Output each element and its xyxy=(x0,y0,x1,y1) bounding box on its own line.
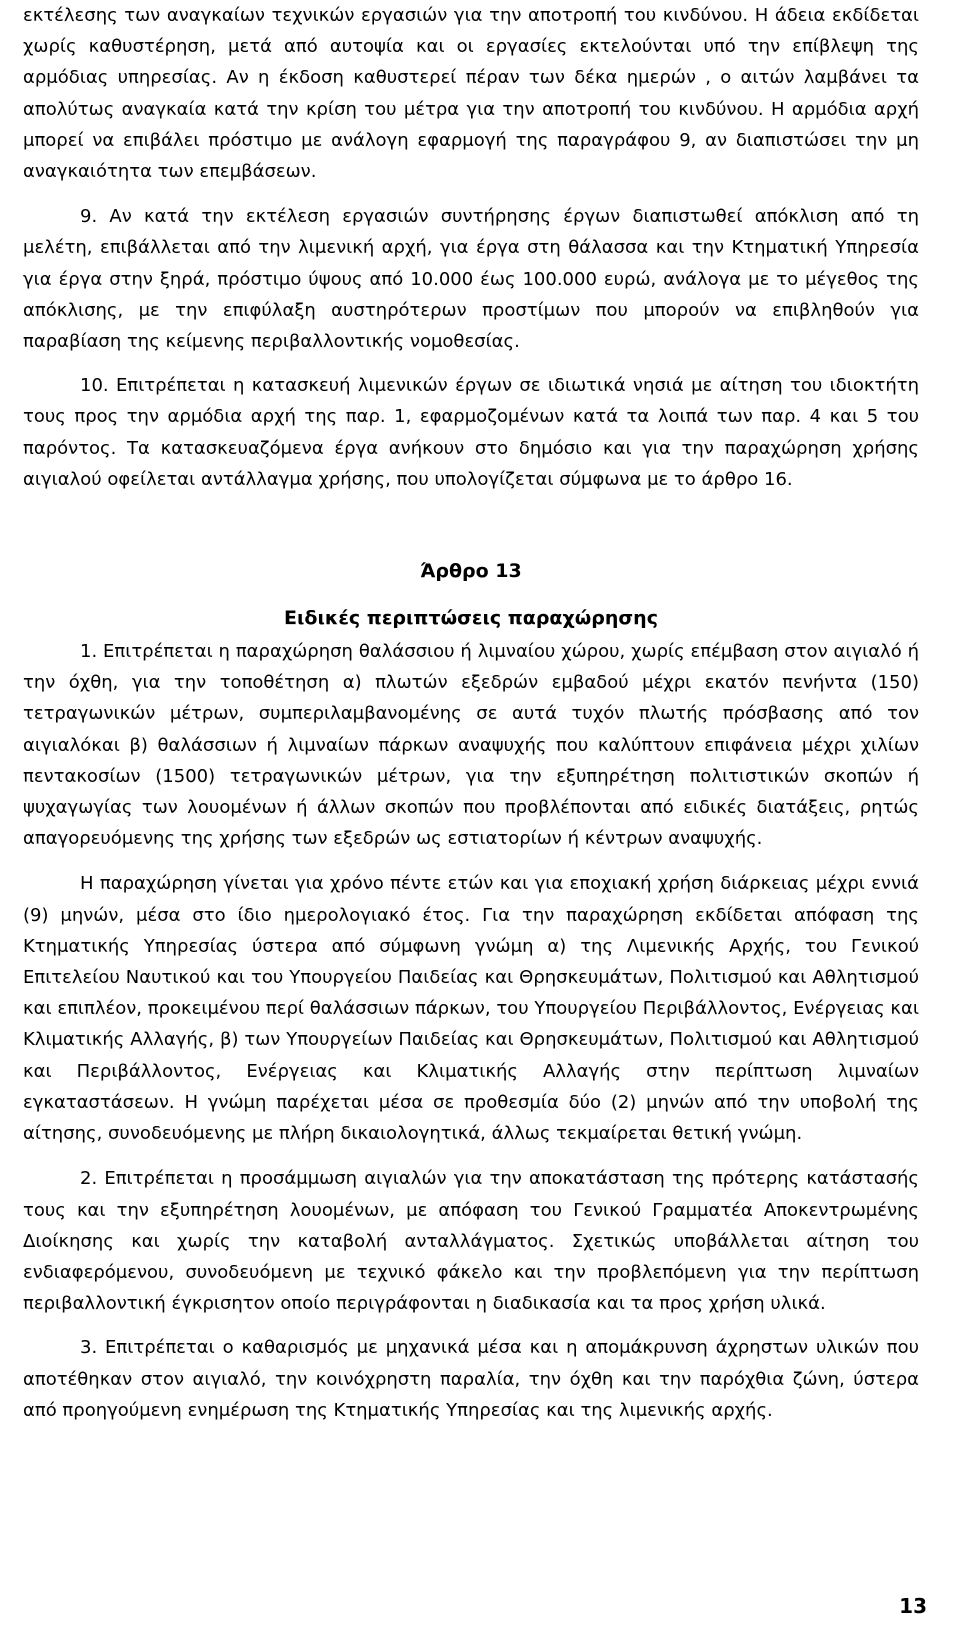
paragraph-9: 9. Αν κατά την εκτέλεση εργασιών συντήρησης έργων διαπιστωθεί απόκλιση από τη μελέτη, επιβάλλεται από την λιμενική αρχή, για έργα στη θάλασσα και την Κτηματική Υπηρεσία για έργα στην ξηρά, πρόστιμο ύψους από 10.000 έως 100.000 ευρώ, ανάλογα με το μέγεθος της απόκλισης, με την επιφύλαξη αυστηρότερων προστίμων που μπορούν να επιβληθούν για παραβίαση της κείμενης περιβαλλοντικής νομοθεσίας. xyxy=(23,206,919,353)
article-heading xyxy=(23,557,919,632)
document-page xyxy=(23,0,919,1426)
article-title: Ειδικές περιπτώσεις παραχώρησης xyxy=(284,607,658,630)
article-number: Άρθρο 13 xyxy=(420,560,522,583)
article-paragraph-1: 1. Επιτρέπεται η παραχώρηση θαλάσσιου ή λιμναίου χώρου, χωρίς επέμβαση στον αιγιαλό ή την όχθη, για την τοποθέτηση α) πλωτών εξεδρών εμβαδού μέχρι εκατόν πενήντα (150) τετραγωνικών μέτρων, συμπεριλαμβανομένης σε αυτά τυχόν πλωτής πρόσβασης από τον αιγιαλόκαι β) θαλάσσιων ή λιμναίων πάρκων αναψυχής που καλύπτουν επιφάνεια μέχρι χιλίων πεντακοσίων (1500) τετραγωνικών μέτρων, για την εξυπηρέτηση πολιτιστικών σκοπών ή ψυχαγωγίας των λουομένων ή άλλων σκοπών που προβλέπονται από ειδικές διατάξεις, ρητώς απαγορευόμενης της χρήσης των εξεδρών ως εστιατορίων ή κέντρων αναψυχής. xyxy=(23,641,919,850)
page-number: 13 xyxy=(899,1594,927,1618)
article-paragraph-2: 2. Επιτρέπεται η προσάμμωση αιγιαλών για την αποκατάσταση της πρότερης κατάστασής τους και την εξυπηρέτηση λουομένων, με απόφαση του Γενικού Γραμματέα Αποκεντρωμένης Διοίκησης και χωρίς την καταβολή ανταλλάγματος. Σχετικώς υποβάλλεται αίτηση του ενδιαφερόμενου, συνοδευόμενη με τεχνικό φάκελο και την προβλεπόμενη για την περίπτωση περιβαλλοντική έγκρισητον οποίο περιγράφονται η διαδικασία και τα προς χρήση υλικά. xyxy=(23,1168,919,1315)
paragraph-continued: εκτέλεσης των αναγκαίων τεχνικών εργασιών για την αποτροπή του κινδύνου. Η άδεια εκδίδεται χωρίς καθυστέρηση, μετά από αυτοψία και οι εργασίες εκτελούνται υπό την επίβλεψη της αρμόδιας υπηρεσίας. Αν η έκδοση καθυστερεί πέραν των δέκα ημερών , ο αιτών λαμβάνει τα απολύτως αναγκαία κατά την κρίση του μέτρα για την αποτροπή του κινδύνου. Η αρμόδια αρχή μπορεί να επιβάλει πρόστιμο με ανάλογη εφαρμογή της παραγράφου 9, αν διαπιστώσει την μη αναγκαιότητα των επεμβάσεων. xyxy=(23,5,919,183)
article-paragraph-1-continued: Η παραχώρηση γίνεται για χρόνο πέντε ετών και για εποχιακή χρήση διάρκειας μέχρι εννιά (9) μηνών, μέσα στο ίδιο ημερολογιακό έτος. Για την παραχώρηση εκδίδεται απόφαση της Κτηματικής Υπηρεσίας ύστερα από σύμφωνη γνώμη α) της Λιμενικής Αρχής, του Γενικού Επιτελείου Ναυτικού και του Υπουργείου Παιδείας και Θρησκευμάτων, Πολιτισμού και Αθλητισμού και επιπλέον, προκειμένου περί θαλάσσιων πάρκων, του Υπουργείου Περιβάλλοντος, Ενέργειας και Κλιματικής Αλλαγής, β) των Υπουργείων Παιδείας και Θρησκευμάτων, Πολιτισμού και Αθλητισμού και Περιβάλλοντος, Ενέργειας και Κλιματικής Αλλαγής στην περίπτωση λιμναίων εγκαταστάσεων. Η γνώμη παρέχεται μέσα σε προθεσμία δύο (2) μηνών από την υποβολή της αίτησης, συνοδευόμενης με πλήρη δικαιολογητικά, άλλως τεκμαίρεται θετική γνώμη. xyxy=(23,873,919,1145)
paragraph-10: 10. Επιτρέπεται η κατασκευή λιμενικών έργων σε ιδιωτικά νησιά με αίτηση του ιδιοκτήτη τους προς την αρμόδια αρχή της παρ. 1, εφαρμοζομένων κατά τα λοιπά των παρ. 4 και 5 του παρόντος. Τα κατασκευαζόμενα έργα ανήκουν στο δημόσιο και για την παραχώρηση χρήσης αιγιαλού οφείλεται αντάλλαγμα χρήσης, που υπολογίζεται σύμφωνα με το άρθρο 16. xyxy=(23,375,919,490)
article-paragraph-3: 3. Επιτρέπεται ο καθαρισμός με μηχανικά μέσα και η απομάκρυνση άχρηστων υλικών που αποτέθηκαν στον αιγιαλό, την κοινόχρηστη παραλία, την όχθη και την παρόχθια ζώνη, ύστερα από προηγούμενη ενημέρωση της Κτηματικής Υπηρεσίας και της λιμενικής αρχής. xyxy=(23,1337,919,1421)
